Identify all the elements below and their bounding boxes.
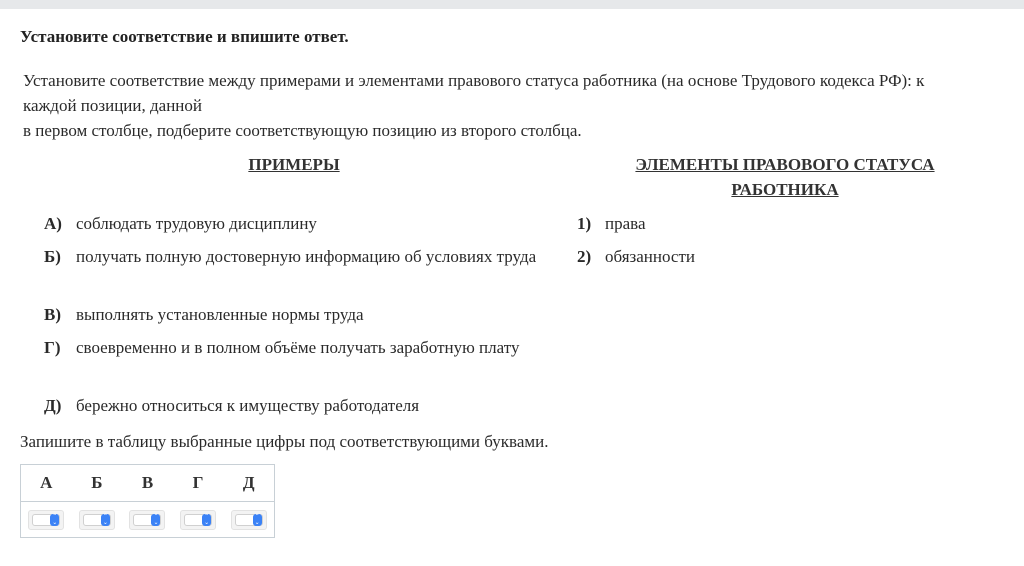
task-prompt — [23, 68, 1003, 143]
example-text: выполнять установленные нормы труда — [76, 305, 364, 324]
answer-header-v: В — [141, 473, 154, 492]
example-letter: Д) — [44, 396, 62, 415]
answer-cell-g — [173, 502, 224, 538]
example-letter: А) — [44, 214, 62, 233]
example-text: своевременно и в полном объёме получать заработную плату — [76, 338, 520, 357]
answer-select-a[interactable] — [28, 510, 64, 530]
answer-cell-a — [21, 502, 72, 538]
elements-header-line-1: ЭЛЕМЕНТЫ ПРАВОВОГО СТАТУСА — [635, 155, 935, 174]
element-number: 2) — [577, 247, 592, 266]
answer-select-b[interactable] — [79, 510, 115, 530]
answer-header-a: А — [40, 473, 53, 492]
element-text: права — [605, 214, 646, 233]
element-text: обязанности — [605, 247, 695, 266]
select-chevron-updown-icon: ⌃ ⌄ — [153, 513, 159, 526]
element-item-1 — [577, 211, 877, 236]
answer-table-select-row — [21, 502, 274, 538]
answer-header-g: Г — [192, 473, 204, 492]
select-chevron-updown-icon: ⌃ ⌄ — [102, 513, 108, 526]
select-chevron-updown-icon: ⌃ ⌄ — [52, 513, 58, 526]
elements-header-line-2: РАБОТНИКА — [731, 180, 839, 199]
examples-column-header: ПРИМЕРЫ — [248, 155, 340, 174]
answer-table-header-row — [21, 465, 274, 502]
example-item-b — [44, 244, 544, 294]
answer-cell-d — [223, 502, 274, 538]
prompt-line-3: в первом столбце, подберите соответствующую позицию из второго столбца. — [23, 121, 582, 140]
answer-cell-v — [122, 502, 173, 538]
answer-select-v[interactable] — [129, 510, 165, 530]
answer-table — [20, 464, 275, 538]
example-letter: Б) — [44, 247, 61, 266]
select-chevron-updown-icon: ⌃ ⌄ — [254, 513, 260, 526]
element-number: 1) — [577, 214, 592, 233]
answer-select-g[interactable] — [180, 510, 216, 530]
answer-header-d: Д — [242, 473, 255, 492]
answer-header-b: Б — [91, 473, 103, 492]
answer-cell-b — [72, 502, 123, 538]
example-item-g — [44, 335, 544, 385]
top-bar — [0, 0, 1024, 9]
prompt-line-2: каждой позиции, данной — [23, 96, 202, 115]
example-item-a — [44, 211, 544, 236]
elements-column-header — [570, 152, 1000, 202]
prompt-line-1: Установите соответствие между примерами и элементами правового статуса работника (на основе Трудового кодекса РФ): к — [23, 71, 925, 90]
answer-instruction: Запишите в таблицу выбранные цифры под соответствующими буквами. — [20, 432, 549, 451]
example-text: соблюдать трудовую дисциплину — [76, 214, 317, 233]
element-item-2 — [577, 244, 877, 269]
example-letter: В) — [44, 305, 61, 324]
example-letter: Г) — [44, 338, 61, 357]
select-chevron-updown-icon: ⌃ ⌄ — [204, 513, 210, 526]
example-item-v — [44, 302, 544, 327]
answer-select-d[interactable] — [231, 510, 267, 530]
example-text: получать полную достоверную информацию об условиях труда — [76, 247, 537, 266]
page-title: Установите соответствие и впишите ответ. — [20, 27, 349, 46]
example-item-d — [44, 393, 544, 418]
example-text: бережно относиться к имуществу работодателя — [76, 396, 420, 415]
